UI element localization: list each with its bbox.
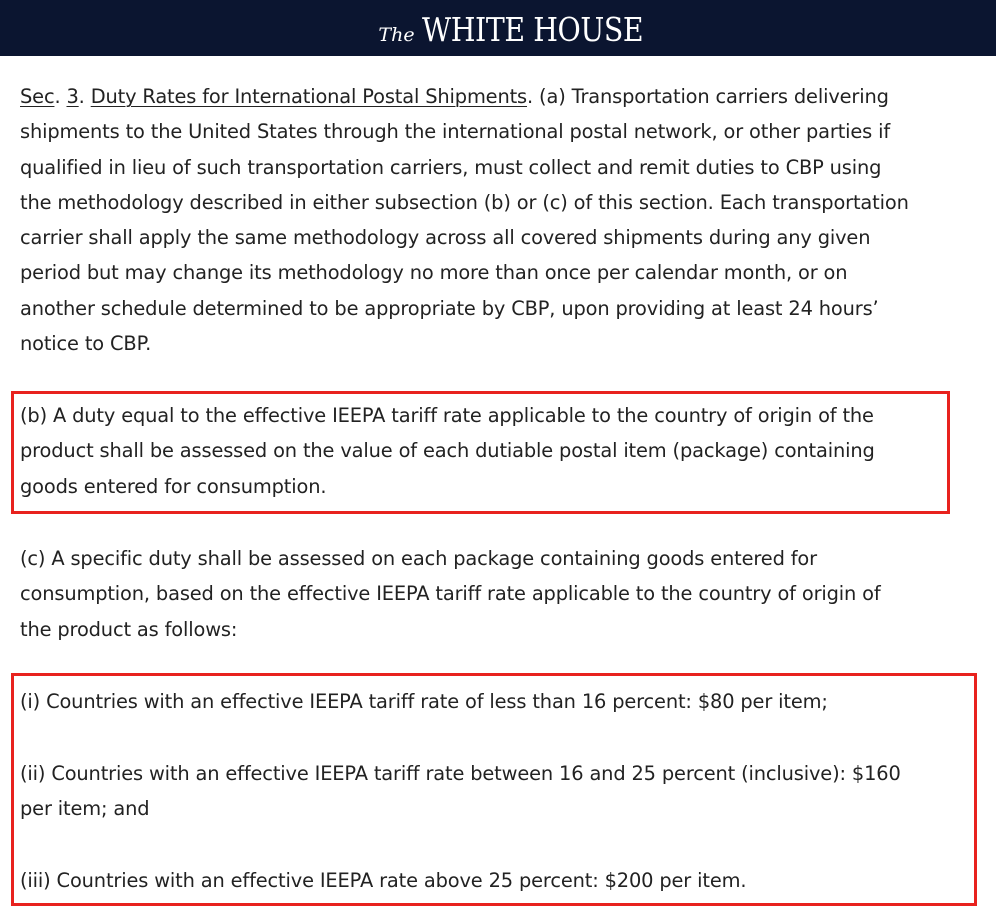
item-iii-text: (iii) Countries with an effective IEEPA rate above 25 percent: $200 per item.: [20, 869, 747, 892]
paragraph-a-line-6: period but may change its methodology no more than once per calendar month, or on: [20, 261, 848, 285]
paragraph-c: [20, 541, 881, 647]
paragraph-b: [20, 398, 875, 504]
paragraph-b-line-1: (b) A duty equal to the effective IEEPA tariff rate applicable to the country of origin of the: [20, 404, 874, 427]
paragraph-a-line-1: Sec. 3. Duty Rates for International Postal Shipments. (a) Transportation carriers delivering: [20, 85, 889, 108]
paragraph-a-line-4: the methodology described in either subsection (b) or (c) of this section. Each transportation: [20, 190, 909, 214]
logo-white-house: WHITE HOUSE: [421, 9, 643, 49]
paragraph-a-line-2: shipments to the United States through the international postal network, or other parties if: [20, 120, 891, 144]
paragraph-a: [20, 79, 909, 361]
item-ii-line-1: (ii) Countries with an effective IEEPA tariff rate between 16 and 25 percent (inclusive): $160: [20, 762, 901, 785]
item-i: [20, 684, 828, 719]
sec-number: 3: [66, 85, 79, 108]
logo-the: The: [378, 23, 415, 46]
paragraph-a-text-1: (a) Transportation carriers delivering: [539, 85, 889, 108]
paragraph-c-line-2: consumption, based on the effective IEEPA tariff rate applicable to the country of origin of: [20, 582, 881, 606]
paragraph-c-line-3: the product as follows:: [20, 617, 238, 641]
item-ii: [20, 756, 901, 827]
item-ii-line-2: per item; and: [20, 797, 150, 821]
sec-label: Sec: [20, 85, 55, 108]
paragraph-b-line-2: product shall be assessed on the value of each dutiable postal item (package) containing: [20, 439, 875, 463]
white-house-logo[interactable]: [378, 9, 643, 49]
paragraph-a-line-3: qualified in lieu of such transportation carriers, must collect and remit duties to CBP using: [20, 155, 882, 179]
paragraph-a-line-5: carrier shall apply the same methodology across all covered shipments during any given: [20, 226, 871, 250]
paragraph-a-line-8: notice to CBP.: [20, 332, 152, 356]
paragraph-b-line-3: goods entered for consumption.: [20, 474, 327, 498]
item-i-text: (i) Countries with an effective IEEPA tariff rate of less than 16 percent: $80 per item;: [20, 690, 828, 713]
paragraph-c-line-1: (c) A specific duty shall be assessed on each package containing goods entered for: [20, 547, 817, 570]
section-heading: Duty Rates for International Postal Shipments: [90, 85, 528, 108]
item-iii: [20, 863, 746, 898]
site-header: [0, 0, 996, 56]
paragraph-a-line-7: another schedule determined to be appropriate by CBP, upon providing at least 24 hours’: [20, 296, 879, 320]
